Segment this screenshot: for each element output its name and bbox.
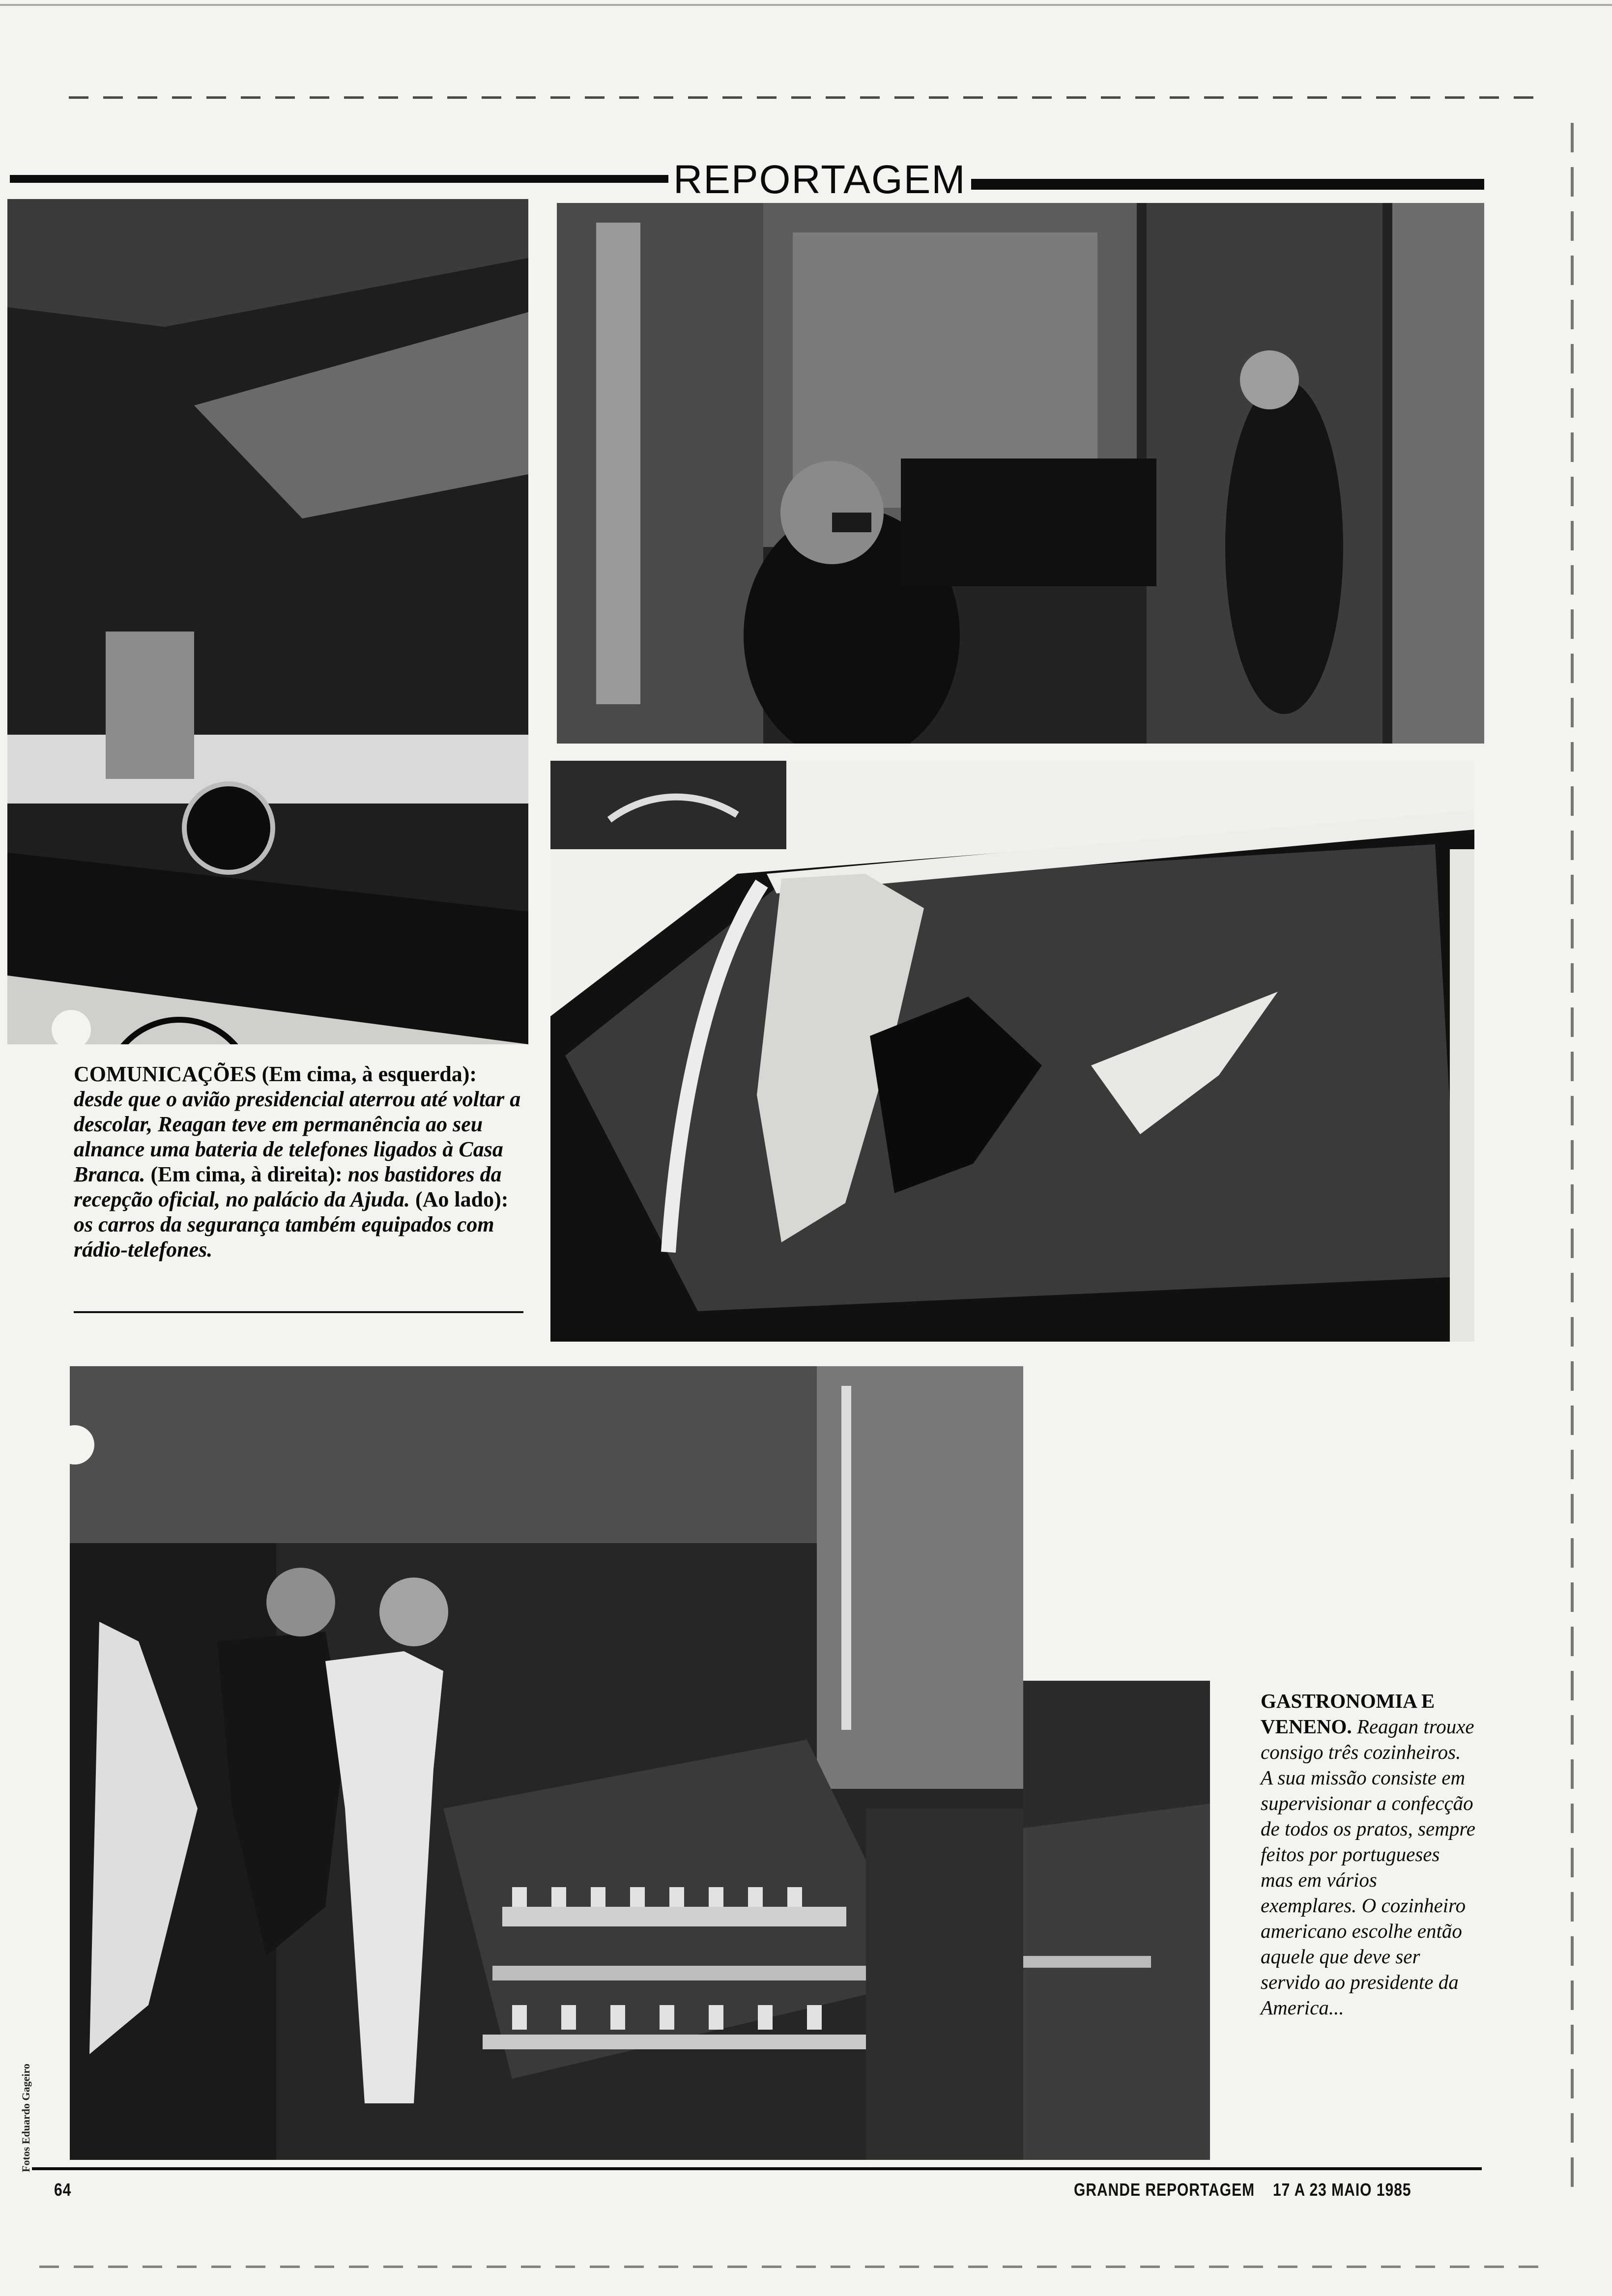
photo-phones-plane-image bbox=[7, 199, 528, 1044]
caption-comunicacoes bbox=[74, 1062, 526, 1262]
caption-comunicacoes-bold2: (Em cima, à direita): bbox=[150, 1162, 343, 1186]
photo-palace-phone-image bbox=[557, 203, 1484, 744]
scan-edge-right bbox=[1571, 123, 1574, 2187]
header-rule-right bbox=[924, 179, 1484, 190]
header-rule-left bbox=[10, 175, 668, 183]
photo-kitchen-table-extension-image bbox=[1023, 1681, 1210, 2160]
caption-gastronomia-lead: GASTRONOMIA E VENENO. bbox=[1261, 1690, 1435, 1738]
photo-palace-phone bbox=[557, 203, 1484, 744]
scan-edge-top-line bbox=[0, 4, 1612, 6]
page-whitespace bbox=[1023, 1366, 1485, 1681]
caption-gastronomia-text: Reagan trouxe consigo três cozinheiros. A sua missão consiste em supervisionar a confecção de todos os pratos, sempre feitos por portugueses mas em vários exemplares. O cozinheiro americano escolhe então aquele que deve ser servido ao presidente da America... bbox=[1261, 1715, 1475, 2019]
photo-credit: Fotos Eduardo Gageiro bbox=[20, 2064, 32, 2172]
caption-comunicacoes-text3: os carros da segurança também equipados com rádio-telefones. bbox=[74, 1212, 494, 1262]
photo-kitchen-table-image bbox=[70, 1366, 1023, 2160]
section-title: REPORTAGEM bbox=[668, 156, 971, 203]
photo-car-window bbox=[550, 761, 1474, 1342]
footer-publication: GRANDE REPORTAGEM bbox=[1074, 2180, 1255, 2200]
photo-kitchen-table-extension bbox=[1023, 1681, 1210, 2160]
photo-kitchen-table bbox=[70, 1366, 1023, 2160]
caption-comunicacoes-rule bbox=[74, 1311, 523, 1313]
footer-date: 17 A 23 MAIO 1985 bbox=[1273, 2180, 1411, 2200]
footer-rule bbox=[32, 2167, 1482, 2170]
scan-edge-top bbox=[69, 96, 1543, 99]
photo-phones-plane bbox=[7, 199, 528, 1044]
caption-comunicacoes-lead: COMUNICAÇÕES (Em cima, à esquerda): bbox=[74, 1062, 477, 1086]
photo-car-window-image bbox=[550, 761, 1474, 1342]
caption-comunicacoes-text1: desde que o avião presidencial aterrou até voltar a descolar, Reagan teve em permanência ao seu alnance uma bateria de telefones ligados à Casa Branca. bbox=[74, 1087, 521, 1186]
scan-edge-bottom bbox=[39, 2266, 1538, 2268]
caption-gastronomia bbox=[1261, 1688, 1477, 2020]
caption-comunicacoes-text2: nos bastidores da recepção oficial, no palácio da Ajuda. bbox=[74, 1162, 502, 1211]
page-number: 64 bbox=[54, 2180, 72, 2200]
caption-comunicacoes-bold3: (Ao lado): bbox=[415, 1187, 509, 1211]
